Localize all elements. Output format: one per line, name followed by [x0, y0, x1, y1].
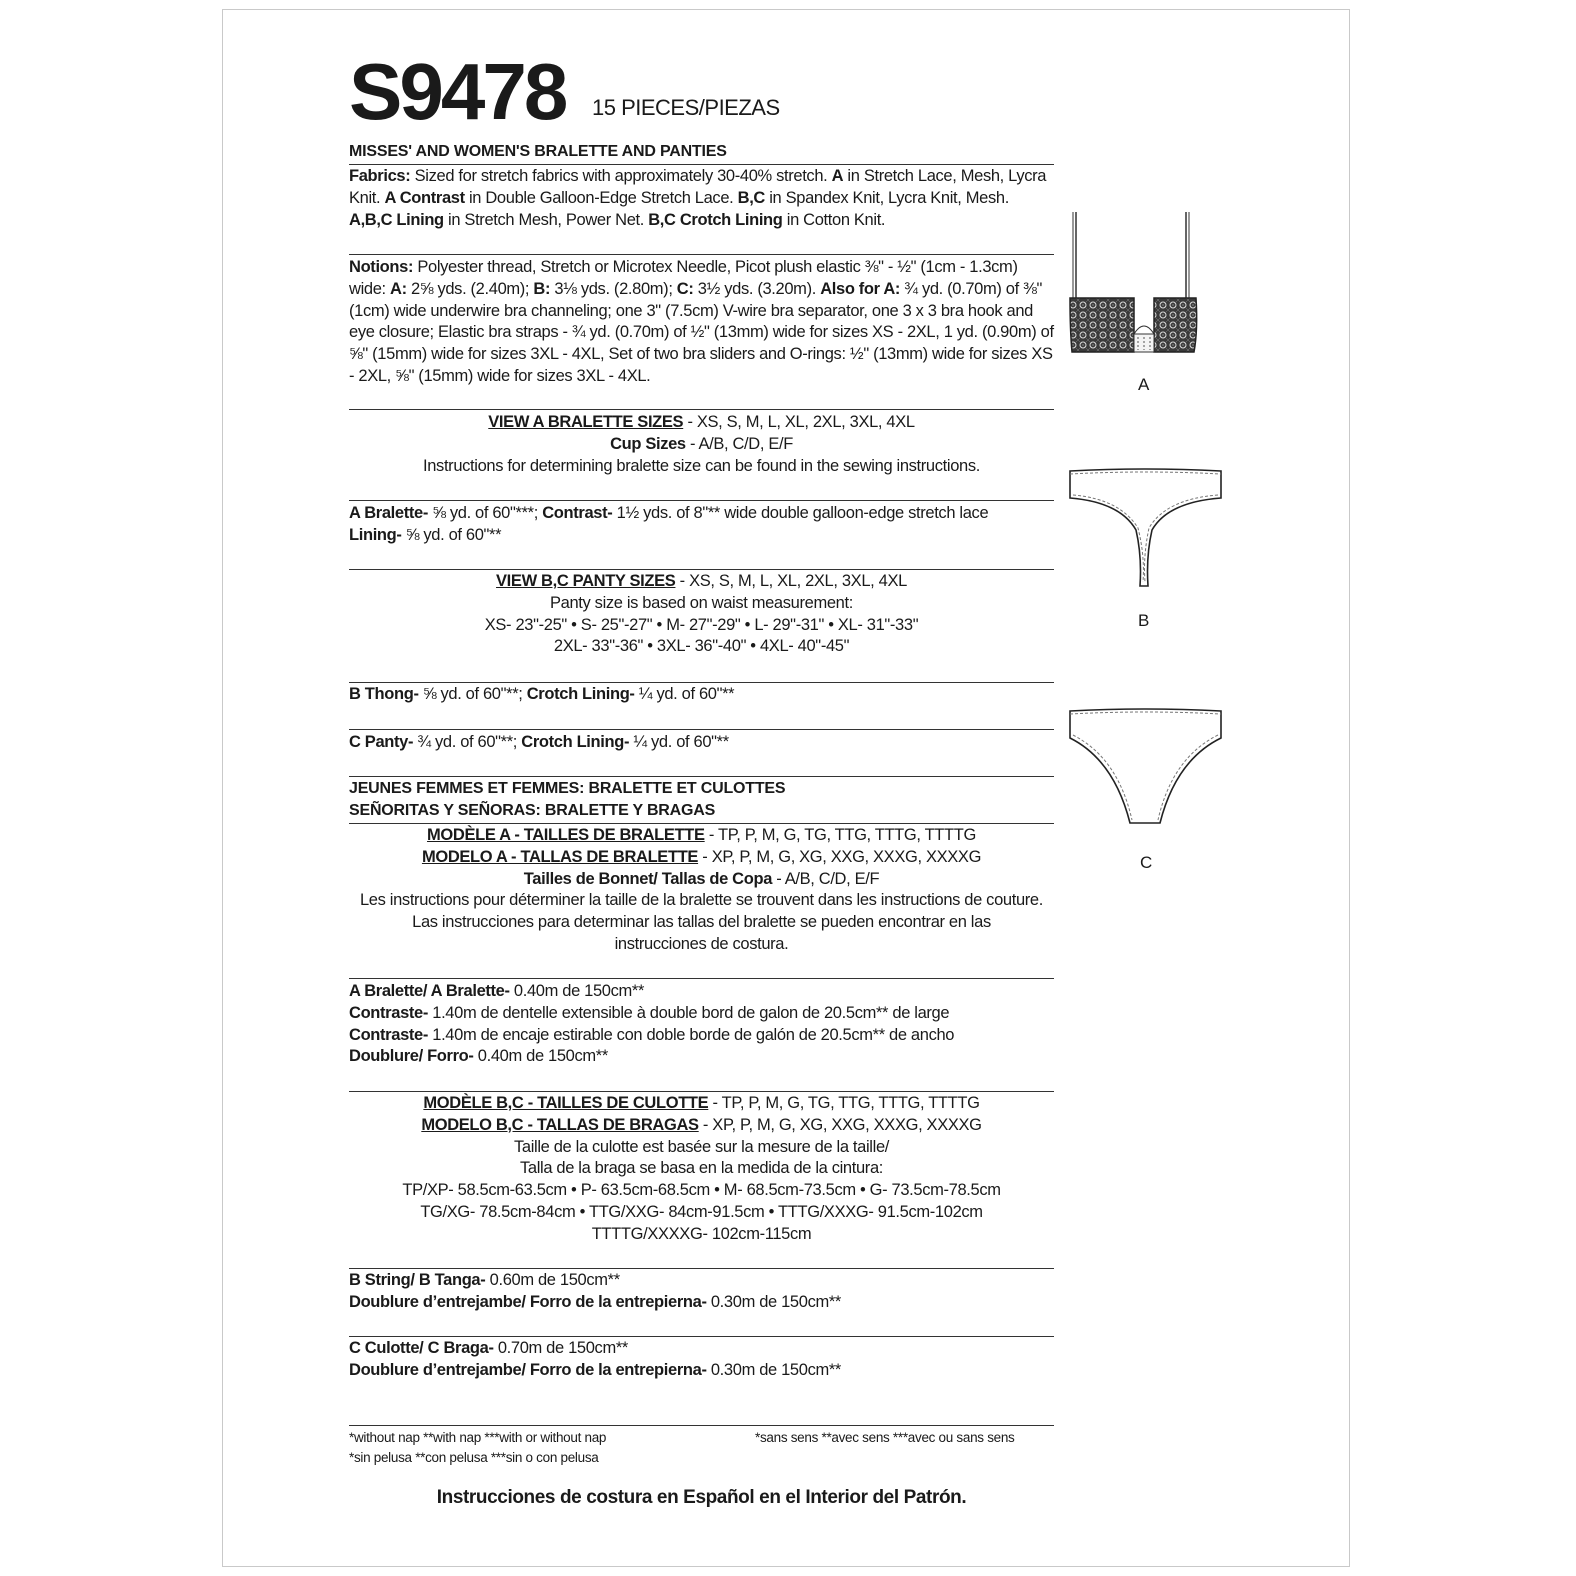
divider	[349, 1425, 1054, 1426]
divider	[349, 823, 1054, 824]
figure-a-label: A	[1138, 375, 1150, 394]
divider	[349, 776, 1054, 777]
view-a-sizes: VIEW A BRALETTE SIZES - XS, S, M, L, XL, 2XL, 3XL, 4XL Cup Sizes - A/B, C/D, E/F Instructions for determining bralette size can be found in the sewing instructions.	[422, 413, 980, 475]
view-a-heading: VIEW A BRALETTE SIZES	[488, 413, 684, 431]
view-c-yardage: C Panty- ¾ yd. of 60"**; Crotch Lining- ¼ yd. of 60"**	[349, 733, 729, 751]
left-cup	[1070, 298, 1134, 352]
thong-illustration	[1068, 468, 1228, 593]
divider	[349, 500, 1054, 501]
title-fr: JEUNES FEMMES ET FEMMES: BRALETTE ET CULOTTES	[349, 780, 786, 797]
view-b-metric: B String/ B Tanga- 0.60m de 150cm** Doublure d’entrejambe/ Forro de la entrepierna- 0.30m de 150cm**	[349, 1271, 842, 1311]
divider	[349, 1268, 1054, 1269]
notions-label: Notions:	[349, 258, 414, 276]
divider	[349, 1336, 1054, 1337]
notions-block: Notions: Polyester thread, Stretch or Microtex Needle, Picot plush elastic ⅜" - ½" (1cm - 1.3cm) wide: A: 2⅝ yds. (2.40m); B: 3⅛ yds. (2.80m); C: 3½ yds. (3.20m). Also for A: ¾ yd. (0.70m) of ⅜" (1cm) wide underwire bra channeling; one 3" (7.5cm) V-wire bra separator, one 3 x 3 bra hook and eye closure; Elastic bra straps - ¾ yd. (0.70m) of ½" (13mm) wide for sizes XS - 2XL, 1 yd. (0.90m) of ⅝" (15mm) wide for sizes 3XL - 4XL, Set of two bra sliders and O-rings: ½" (13mm) wide for sizes XS - 2XL, ⅝" (15mm) wide for sizes 3XL - 4XL.	[349, 258, 1054, 385]
view-bc-sizes-fr-es: MODÈLE B,C - TAILLES DE CULOTTE - TP, P, M, G, TG, TTG, TTTG, TTTTG MODELO B,C - TALLAS DE BRAGAS - XP, P, M, G, XG, XXG, XXXG, XXXXG Taille de la culotte est basée sur la mesure de la taille/ Talla de la braga se basa en la medida de la cintura: TP/XP- 58.5cm-63.5cm • P- 63.5cm-68.5cm • M- 68.5cm-73.5cm • G- 73.5cm-78.5cm TG/XG- 78.5cm-84cm • TTG/XXG- 84cm-91.5cm • TTTG/XXXG- 91.5cm-102cm TTTTG/XXXXG- 102cm-115cm	[402, 1094, 1001, 1243]
view-c-metric: C Culotte/ C Braga- 0.70m de 150cm** Doublure d’entrejambe/ Forro de la entrepierna- 0.30m de 150cm**	[349, 1339, 842, 1379]
divider	[349, 409, 1054, 410]
view-a-metric: A Bralette/ A Bralette- 0.40m de 150cm** Contraste- 1.40m de dentelle extensible à double bord de galon de 20.5cm** de large Contraste- 1.40m de encaje estirable con doble borde de galón de 20.5cm** de ancho Doublure/ Forro- 0.40m de 150cm**	[349, 982, 955, 1066]
divider	[349, 729, 1054, 730]
divider	[349, 164, 1054, 165]
title-fr-es	[349, 778, 1054, 822]
spanish-instructions-note: Instrucciones de costura en Español en el Interior del Patrón.	[436, 1487, 967, 1508]
figure-c-label: C	[1140, 853, 1153, 872]
divider	[349, 1091, 1054, 1092]
fabrics-label: Fabrics:	[349, 167, 411, 185]
pattern-title: MISSES' AND WOMEN'S BRALETTE AND PANTIES	[349, 143, 727, 160]
divider	[349, 254, 1054, 255]
panty-illustration	[1068, 708, 1228, 833]
divider	[349, 569, 1054, 570]
footnote-en: *without nap **with nap ***with or without nap	[349, 1430, 607, 1445]
view-a-sizes-fr-es: MODÈLE A - TAILLES DE BRALETTE - TP, P, M, G, TG, TTG, TTTG, TTTTG MODELO A - TALLAS DE BRALETTE - XP, P, M, G, XG, XXG, XXXG, XXXXG Tailles de Bonnet/ Tallas de Copa - A/B, C/D, E/F Les instructions pour déterminer la taille de la bralette se trouvent dans les instructions de couture. Las instrucciones para determinar las tallas del bralette se pueden encontrar en las instrucciones de costura.	[359, 826, 1043, 953]
footnote-fr: *sans sens **avec sens ***avec ou sans sens	[755, 1430, 1015, 1445]
divider	[349, 978, 1054, 979]
title-es: SEÑORITAS Y SEÑORAS: BRALETTE Y BRAGAS	[349, 801, 716, 819]
fabrics-block: Fabrics: Sized for stretch fabrics with approximately 30-40% stretch. A in Stretch Lace, Mesh, Lycra Knit. A Contrast in Double Galloon-Edge Stretch Lace. B,C in Spandex Knit, Lycra Knit, Mesh. A,B,C Lining in Stretch Mesh, Power Net. B,C Crotch Lining in Cotton Knit.	[349, 167, 1047, 229]
view-bc-heading: VIEW B,C PANTY SIZES	[496, 572, 676, 590]
divider	[349, 682, 1054, 683]
view-b-yardage: B Thong- ⅝ yd. of 60"**; Crotch Lining- ¼ yd. of 60"**	[349, 685, 735, 703]
piece-count: 15 PIECES/PIEZAS	[592, 95, 780, 120]
view-a-yardage: A Bralette- ⅝ yd. of 60"***; Contrast- 1½ yds. of 8"** wide double galloon-edge stretch lace Lining- ⅝ yd. of 60"**	[349, 504, 989, 544]
footnote-es: *sin pelusa **con pelusa ***sin o con pelusa	[349, 1450, 599, 1465]
bralette-illustration	[1068, 210, 1228, 360]
right-cup	[1154, 298, 1197, 352]
view-bc-sizes: VIEW B,C PANTY SIZES - XS, S, M, L, XL, 2XL, 3XL, 4XL Panty size is based on waist measurement: XS- 23"-25" • S- 25"-27" • M- 27"-29" • L- 29"-31" • XL- 31"-33" 2XL- 33"-36" • 3XL- 36"-40" • 4XL- 40"-45"	[484, 572, 919, 656]
figure-b-label: B	[1138, 611, 1150, 630]
pattern-number: S9478	[349, 47, 566, 136]
